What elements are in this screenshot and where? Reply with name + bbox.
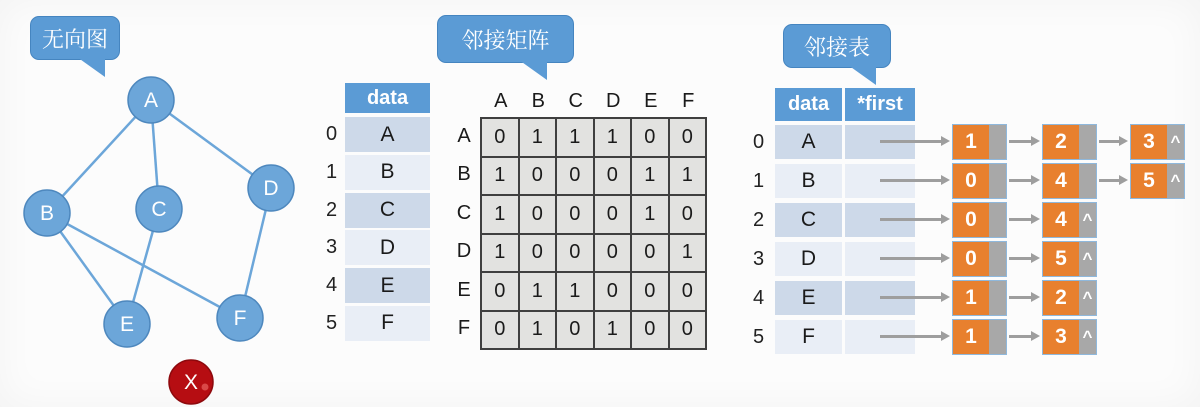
graph-node-B <box>24 190 70 236</box>
vertex-data-row <box>318 155 430 190</box>
pointer-arrow-icon <box>1009 296 1032 299</box>
node-value: 5 <box>1131 164 1167 198</box>
row-index: 0 <box>752 130 765 153</box>
list-node <box>952 202 1007 238</box>
matrix-cell-4-3: 0 <box>595 273 631 310</box>
list-node <box>952 280 1007 316</box>
matrix-cell-3-2: 0 <box>557 235 593 272</box>
row-index: 2 <box>752 208 765 231</box>
node-next-pointer <box>989 125 1006 159</box>
pointer-arrow-icon <box>880 218 942 221</box>
matrix-cell-4-4: 0 <box>632 273 668 310</box>
matrix-cell-2-5: 0 <box>670 196 706 233</box>
matrix-cell-0-4: 0 <box>632 119 668 156</box>
adjacency-data-cell: A <box>775 125 842 159</box>
vertex-data-table <box>318 83 430 344</box>
list-node <box>952 124 1007 160</box>
list-node <box>952 241 1007 277</box>
matrix-cell-2-2: 0 <box>557 196 593 233</box>
row-index: 3 <box>752 247 765 270</box>
matrix-cell-2-0: 1 <box>482 196 518 233</box>
vertex-data-table-rows <box>318 117 430 341</box>
matrix-cell-4-1: 1 <box>520 273 556 310</box>
matrix-cell-3-0: 1 <box>482 235 518 272</box>
list-node <box>1042 241 1097 277</box>
pointer-arrow-icon <box>1009 140 1032 143</box>
matrix-cell-1-3: 0 <box>595 158 631 195</box>
node-next-pointer <box>989 281 1006 315</box>
matrix-cell-1-1: 0 <box>520 158 556 195</box>
node-value: 1 <box>953 320 989 354</box>
matrix-col-header: E <box>644 90 658 112</box>
vertex-data-cell: C <box>345 193 430 228</box>
data-column-header: data <box>775 88 842 121</box>
bubble-tail-icon <box>519 60 547 80</box>
node-value: 3 <box>1043 320 1079 354</box>
row-index: 0 <box>325 123 338 145</box>
matrix-col-header: B <box>531 90 545 112</box>
node-value: 1 <box>953 125 989 159</box>
graph-node-label: C <box>151 198 167 221</box>
list-node <box>1042 319 1097 355</box>
adjacency-matrix-bubble <box>437 15 574 63</box>
matrix-row-header: A <box>457 124 471 147</box>
matrix-row-header: C <box>456 201 472 224</box>
node-next-pointer: ^ <box>1079 242 1096 276</box>
list-node <box>1042 124 1097 160</box>
matrix-col-headers <box>482 90 707 113</box>
pointer-arrow-icon <box>1009 179 1032 182</box>
node-value: 4 <box>1043 164 1079 198</box>
row-index: 4 <box>752 286 765 309</box>
matrix-cell-0-2: 1 <box>557 119 593 156</box>
vertex-data-cell: A <box>345 117 430 152</box>
matrix-cell-0-5: 0 <box>670 119 706 156</box>
node-value: 3 <box>1131 125 1167 159</box>
list-node <box>1130 163 1185 199</box>
pointer-arrow-icon <box>880 296 942 299</box>
adjacency-data-cell: F <box>775 320 842 354</box>
adjacency-list-bubble <box>783 24 891 68</box>
matrix-cell-3-4: 0 <box>632 235 668 272</box>
undirected-graph-bubble-label: 无向图 <box>41 26 108 52</box>
matrix-cell-2-4: 1 <box>632 196 668 233</box>
list-node <box>1042 202 1097 238</box>
row-index: 1 <box>752 169 765 192</box>
node-value: 4 <box>1043 203 1079 237</box>
pointer-arrow-icon <box>880 335 942 338</box>
row-index: 5 <box>752 325 765 348</box>
graph-node-X <box>169 360 213 404</box>
node-value: 5 <box>1043 242 1079 276</box>
row-index: 3 <box>325 236 338 259</box>
list-node <box>1130 124 1185 160</box>
node-next-pointer <box>989 242 1006 276</box>
vertex-data-row <box>318 268 430 303</box>
matrix-cell-1-4: 1 <box>632 158 668 195</box>
data-column-header: data <box>345 83 430 113</box>
bubble-tail-icon <box>77 57 105 77</box>
node-value: 0 <box>953 203 989 237</box>
pointer-arrow-icon <box>1009 257 1032 260</box>
matrix-cell-5-1: 1 <box>520 312 556 349</box>
matrix-cell-5-2: 0 <box>557 312 593 349</box>
graph-node-label: X <box>183 371 199 394</box>
vertex-data-row <box>318 193 430 228</box>
node-next-pointer <box>989 320 1006 354</box>
pointer-arrow-icon <box>1099 179 1120 182</box>
matrix-col-header: D <box>606 90 621 112</box>
list-node <box>1042 163 1097 199</box>
matrix-cell-5-4: 0 <box>632 312 668 349</box>
matrix-cell-4-0: 0 <box>482 273 518 310</box>
pointer-arrow-icon <box>1099 140 1120 143</box>
vertex-data-row <box>318 230 430 265</box>
first-pointer-column-header: *first <box>845 88 915 121</box>
adjacency-list-table <box>745 88 920 359</box>
matrix-cell-5-3: 1 <box>595 312 631 349</box>
vertex-data-row <box>318 306 430 341</box>
node-value: 2 <box>1043 281 1079 315</box>
pointer-arrow-icon <box>1009 218 1032 221</box>
matrix-cell-0-3: 1 <box>595 119 631 156</box>
adjacency-data-cell: D <box>775 242 842 276</box>
graph-node-D <box>248 165 294 211</box>
matrix-row-header: E <box>457 278 471 301</box>
graph-node-label: A <box>143 89 159 112</box>
node-next-pointer <box>989 203 1006 237</box>
graph-node-label: F <box>233 307 247 330</box>
node-next-pointer <box>1079 125 1096 159</box>
graph-node-label: E <box>119 313 135 336</box>
adjacency-matrix-bubble-label: 邻接矩阵 <box>461 27 550 53</box>
node-value: 0 <box>953 164 989 198</box>
graph-node-A <box>128 77 174 123</box>
matrix-col-header: C <box>568 90 583 112</box>
row-index: 1 <box>325 160 338 183</box>
node-next-pointer: ^ <box>1167 164 1184 198</box>
adjacency-data-cell: B <box>775 164 842 198</box>
row-index: 5 <box>325 311 338 334</box>
pointer-arrow-icon <box>880 140 942 143</box>
adjacency-data-cell: C <box>775 203 842 237</box>
matrix-row-header: D <box>456 240 472 263</box>
matrix-cell-4-2: 1 <box>557 273 593 310</box>
graph-node-E <box>104 301 150 347</box>
adjacency-list-bubble-label: 邻接表 <box>803 34 870 60</box>
matrix-cell-4-5: 0 <box>670 273 706 310</box>
adjacency-data-cell: E <box>775 281 842 315</box>
vertex-data-table-header <box>345 83 430 113</box>
matrix-row-headers <box>452 117 476 348</box>
adjacency-matrix-grid <box>480 117 707 350</box>
matrix-cell-3-5: 1 <box>670 235 706 272</box>
cursor-dot <box>202 384 209 391</box>
graph-canvas <box>0 0 330 407</box>
node-next-pointer: ^ <box>1079 320 1096 354</box>
pointer-arrow-icon <box>880 257 942 260</box>
undirected-graph-bubble <box>30 16 120 60</box>
matrix-col-header: F <box>682 90 695 112</box>
matrix-cell-3-1: 0 <box>520 235 556 272</box>
graph-node-label: D <box>263 177 279 200</box>
graph-node-F <box>217 295 263 341</box>
vertex-data-cell: E <box>345 268 430 303</box>
matrix-cell-5-5: 0 <box>670 312 706 349</box>
row-index: 4 <box>325 274 338 297</box>
matrix-cell-1-5: 1 <box>670 158 706 195</box>
bubble-tail-icon <box>848 65 876 85</box>
node-next-pointer: ^ <box>1079 203 1096 237</box>
matrix-row-header: F <box>457 317 471 340</box>
matrix-cell-1-2: 0 <box>557 158 593 195</box>
list-node <box>1042 280 1097 316</box>
adjacency-list-table-rows <box>745 125 920 354</box>
row-index: 2 <box>325 198 338 221</box>
graph-node-label: B <box>39 202 55 225</box>
list-node <box>952 163 1007 199</box>
pointer-arrow-icon <box>880 179 942 182</box>
matrix-col-header: A <box>494 90 508 112</box>
matrix-cell-0-0: 0 <box>482 119 518 156</box>
node-next-pointer: ^ <box>1167 125 1184 159</box>
vertex-data-row <box>318 117 430 152</box>
list-node <box>952 319 1007 355</box>
vertex-data-cell: B <box>345 155 430 190</box>
vertex-data-cell: F <box>345 306 430 341</box>
adjacency-list-table-header <box>775 88 920 121</box>
vertex-data-cell: D <box>345 230 430 265</box>
matrix-cell-1-0: 1 <box>482 158 518 195</box>
node-next-pointer <box>1079 164 1096 198</box>
pointer-arrow-icon <box>1009 335 1032 338</box>
matrix-cell-2-3: 0 <box>595 196 631 233</box>
matrix-cell-3-3: 0 <box>595 235 631 272</box>
node-next-pointer <box>989 164 1006 198</box>
graph-node-C <box>136 186 182 232</box>
matrix-cell-0-1: 1 <box>520 119 556 156</box>
node-next-pointer: ^ <box>1079 281 1096 315</box>
node-value: 0 <box>953 242 989 276</box>
node-value: 1 <box>953 281 989 315</box>
node-value: 2 <box>1043 125 1079 159</box>
matrix-cell-2-1: 0 <box>520 196 556 233</box>
matrix-row-header: B <box>457 163 471 186</box>
matrix-cell-5-0: 0 <box>482 312 518 349</box>
